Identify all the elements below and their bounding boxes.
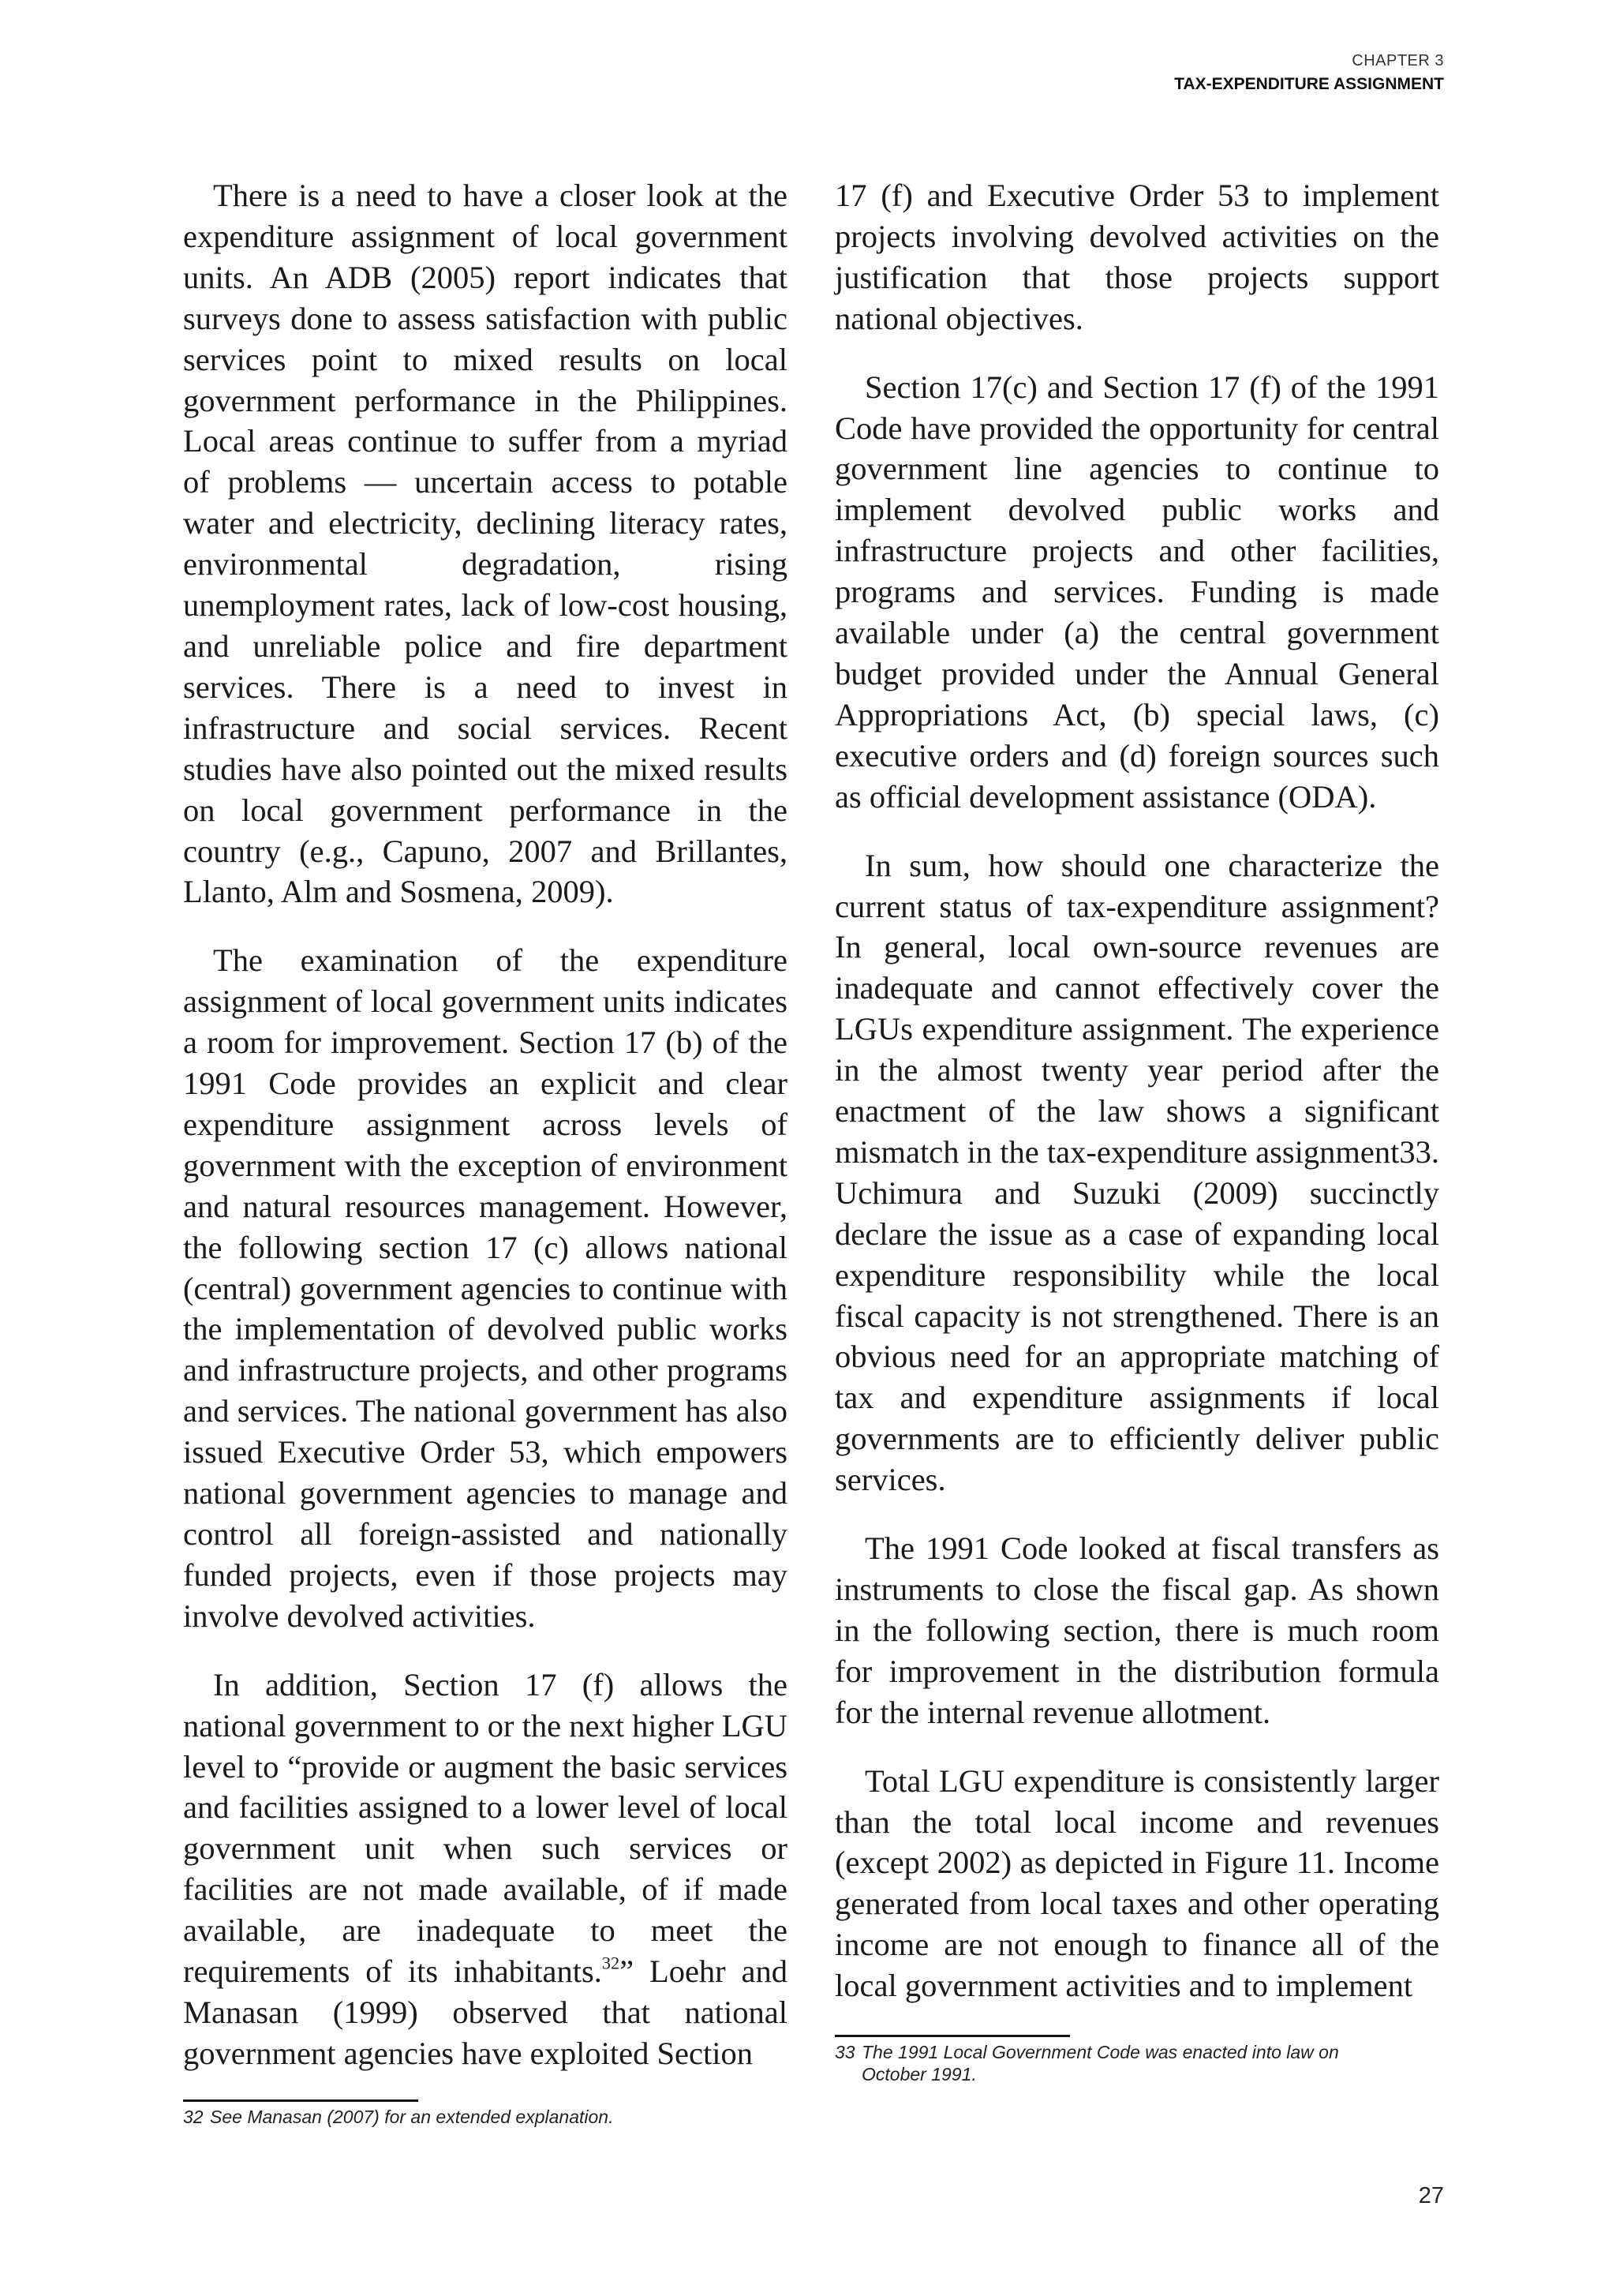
page-number: 27: [1418, 2183, 1444, 2208]
paragraph: Total LGU expenditure is consistently larger than the total local income and revenues (except 2002) as depicted in Figure 11. Income generated from local taxes and other operating income are not enough to finance all of the local government activities and to implement: [835, 1762, 1439, 2004]
paragraph: 17 (f) and Executive Order 53 to implement projects involving devolved activities on the justification that those projects support national objectives.: [835, 178, 1439, 336]
paragraph: In sum, how should one characterize the current status of tax-expenditure assignment? In general, local own-source revenues are inadequate and cannot effectively cover the LGUs expenditure assignment. The experience in the almost twenty year period after the enactment of the law shows a significant mismatch in the tax-expenditure assignment33. Uchimura and Suzuki (2009) succinctly declare the issue as a case of expanding local expenditure responsibility while the local fiscal capacity is not strengthened. There is an obvious need for an appropriate matching of tax and expenditure assignments if local governments are to efficiently deliver public services.: [835, 847, 1439, 1498]
chapter-label: CHAPTER 3: [1352, 52, 1444, 69]
paragraph: The examination of the expenditure assignment of local government units indicates a room for improvement. Section 17 (b) of the 1991 Code provides an explicit and clear expenditure assignment across levels of government with the exception of environment and natural resources management. However, the following section 17 (c) allows national (central) government agencies to continue with the implementation of devolved public works and infrastructure projects, and other programs and services. The national government has also issued Executive Order 53, which empowers national government agencies to manage and control all foreign-assisted and nationally funded projects, even if those projects may involve devolved activities.: [183, 942, 787, 1634]
right-column: [835, 175, 1439, 2034]
footnote-text: The 1991 Local Government Code was enacted into law on: [862, 2042, 1339, 2062]
footnote-32: [183, 2106, 613, 2128]
footnote-number: 32: [183, 2107, 204, 2127]
footnote-number: 33: [835, 2042, 855, 2062]
paragraph: The 1991 Code looked at fiscal transfers as instruments to close the fiscal gap. As shown in the following section, there is much room for improvement in the distribution formula for the internal revenue allotment.: [835, 1530, 1439, 1730]
footnote-divider: [183, 2099, 418, 2102]
footnote-text: October 1991.: [862, 2064, 977, 2084]
footnote-33: [835, 2041, 1435, 2085]
chapter-title: TAX-EXPENDITURE ASSIGNMENT: [1174, 75, 1444, 93]
footnote-divider: [835, 2035, 1070, 2037]
paragraph: Section 17(c) and Section 17 (f) of the 1991 Code have provided the opportunity for central government line agencies to continue to implement devolved public works and infrastructure projects and other facilities, programs and services. Funding is made available under (a) the central government budget provided under the Annual General Appropriations Act, (b) special laws, (c) executive orders and (d) foreign sources such as official development assistance (ODA).: [835, 369, 1439, 815]
footnote-ref-32[interactable]: 32: [601, 1953, 620, 1973]
footnote-text: See Manasan (2007) for an extended explanation.: [210, 2107, 614, 2127]
running-head: [1174, 49, 1444, 96]
left-column: [183, 175, 787, 2102]
paragraph-text: ” Loehr and Manasan (1999) observed that national government agencies have exploited Section: [183, 1953, 787, 2071]
paragraph: [183, 1665, 787, 2074]
paragraph: There is a need to have a closer look at the expenditure assignment of local government units. An ADB (2005) report indicates that surveys done to assess satisfaction with public services point to mixed results on local government performance in the Philippines. Local areas continue to suffer from a myriad of problems — uncertain access to potable water and electricity, declining literacy rates, environmental degradation, rising unemployment rates, lack of low-cost housing, and unreliable police and fire department services. There is a need to invest in infrastructure and social services. Recent studies have also pointed out the mixed results on local government performance in the country (e.g., Capuno, 2007 and Brillantes, Llanto, Alm and Sosmena, 2009).: [183, 178, 787, 910]
paragraph-text: In addition, Section 17 (f) allows the national government to or the next higher LGU level to “provide or augment the basic services and facilities assigned to a lower level of local government unit when such services or facilities are not made available, of if made available, are inadequate to meet the requirements of its inhabitants.: [183, 1666, 787, 1990]
